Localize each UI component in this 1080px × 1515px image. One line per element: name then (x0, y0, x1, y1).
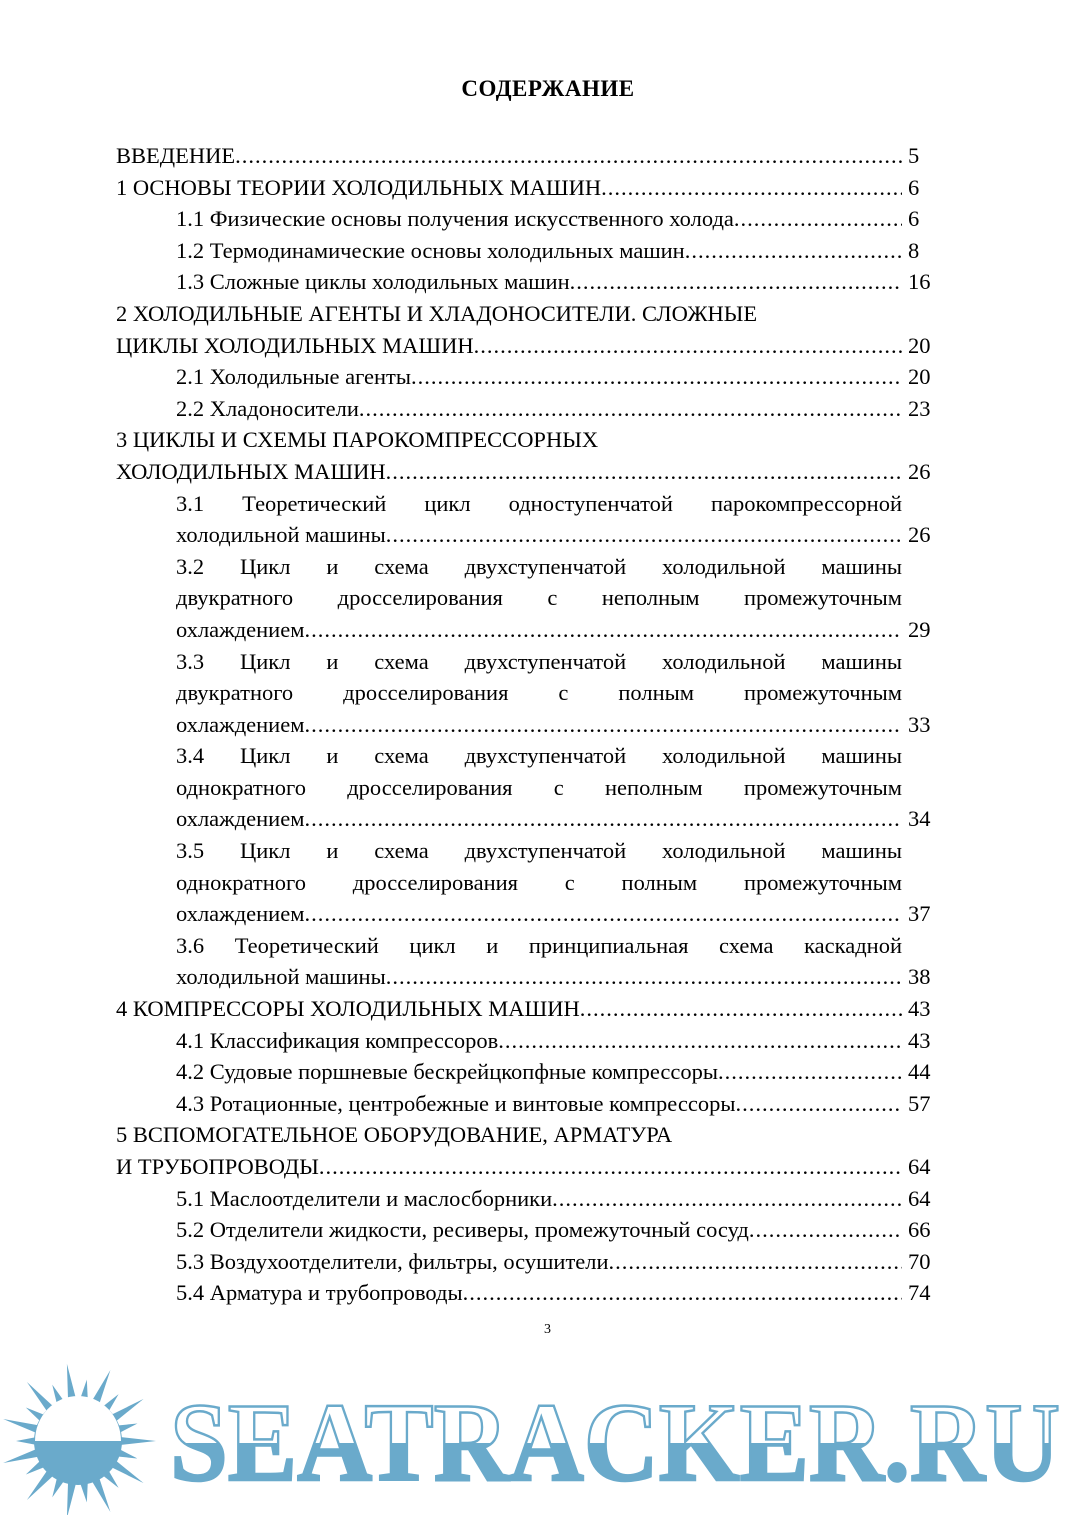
toc-entry-title: охлаждением (176, 616, 305, 642)
toc-page-number: 26 (908, 458, 931, 484)
toc-page-number: 66 (908, 1217, 931, 1243)
toc-entry-line: 3 ЦИКЛЫ И СХЕМЫ ПАРОКОМПРЕССОРНЫХ (116, 427, 599, 453)
toc-page-number: 43 (908, 996, 931, 1022)
toc-entry-title: 4.3 Ротационные, центробежные и винтовые компрессоры (176, 1090, 736, 1116)
dot-leader (474, 330, 902, 362)
toc-entry[interactable] (116, 1119, 948, 1182)
toc-page-number: 5 (908, 143, 920, 168)
toc-entry-title: 1.1 Физические основы получения искусственного холода (176, 206, 734, 232)
toc-entry-line (116, 330, 902, 362)
toc-entry[interactable] (116, 1183, 948, 1215)
sun-ray (118, 1437, 156, 1446)
toc-page-number: 6 (908, 206, 920, 232)
toc-entry[interactable] (116, 361, 948, 393)
dot-leader (359, 393, 902, 425)
toc-page-number: 20 (908, 364, 931, 390)
toc-entry-title: И ТРУБОПРОВОДЫ (116, 1154, 319, 1179)
dot-leader (718, 1056, 902, 1088)
toc-entry-title: ХОЛОДИЛЬНЫХ МАШИН (116, 458, 386, 484)
toc-page-number: 64 (908, 1185, 931, 1211)
toc-page-number: 37 (908, 901, 931, 927)
dot-leader (319, 1151, 902, 1183)
toc-entry[interactable] (116, 172, 948, 204)
toc-entry[interactable] (116, 930, 948, 993)
toc-entry-line: 3.2 Цикл и схема двухступенчатой холодильной машины (176, 553, 902, 579)
toc-entry-title: охлаждением (176, 806, 305, 832)
toc-entry-line (116, 993, 902, 1025)
toc-entry-line (176, 614, 902, 646)
toc-entry-line (176, 898, 902, 930)
toc-page-number: 26 (908, 522, 931, 548)
toc-entry-line (176, 709, 902, 741)
toc-entry[interactable] (116, 1056, 948, 1088)
toc-entry-line (176, 803, 902, 835)
toc-page-number: 8 (908, 237, 920, 263)
toc-entry-title: холодильной машины (176, 522, 386, 548)
dot-leader (609, 1246, 902, 1278)
toc-entry[interactable] (116, 298, 948, 361)
toc-entry-title: 2.1 Холодильные агенты (176, 364, 412, 390)
dot-leader (749, 1214, 902, 1246)
toc-entry[interactable] (116, 1025, 948, 1057)
sun-icon (3, 1364, 156, 1515)
toc-entry-line (176, 1183, 902, 1215)
toc-entry-line (176, 1056, 902, 1088)
toc-entry[interactable] (116, 140, 948, 172)
toc-entry[interactable] (116, 1277, 948, 1309)
toc-entry[interactable] (116, 235, 948, 267)
toc-entry-line (176, 961, 902, 993)
dot-leader (580, 993, 902, 1025)
toc-page-number: 20 (908, 332, 931, 358)
toc-entry-line (116, 172, 902, 204)
dot-leader (498, 1025, 902, 1057)
toc-entry-title: 4 КОМПРЕССОРЫ ХОЛОДИЛЬНЫХ МАШИН (116, 996, 580, 1022)
toc-entry[interactable] (116, 993, 948, 1025)
toc-entry-line (176, 1025, 902, 1057)
page-number: 3 (544, 1322, 551, 1337)
dot-leader (304, 898, 902, 930)
toc-entry[interactable] (116, 740, 948, 835)
toc-entry-line: 2 ХОЛОДИЛЬНЫЕ АГЕНТЫ И ХЛАДОНОСИТЕЛИ. СЛОЖНЫЕ (116, 300, 758, 326)
dot-leader (601, 172, 902, 204)
toc-entry-title: охлаждением (176, 901, 305, 927)
toc-page-number: 70 (908, 1248, 931, 1274)
toc-page-number: 74 (908, 1280, 931, 1306)
toc-entry-title: 1.2 Термодинамические основы холодильных машин (176, 237, 685, 263)
toc-entry-line: однократного дросселирования с полным промежуточным (176, 869, 902, 895)
toc-entry-line (176, 203, 902, 235)
toc-page-number: 16 (908, 269, 931, 295)
toc-entry-line: 3.3 Цикл и схема двухступенчатой холодильной машины (176, 648, 902, 674)
toc-entry-title: 5.3 Воздухоотделители, фильтры, осушители (176, 1248, 609, 1274)
toc-entry[interactable] (116, 1214, 948, 1246)
dot-leader (552, 1183, 902, 1215)
toc-entry-line: 3.6 Теоретический цикл и принципиальная схема каскадной (176, 932, 902, 958)
toc-entry-title: 5.4 Арматура и трубопроводы (176, 1280, 463, 1306)
toc-entry-line: 3.5 Цикл и схема двухступенчатой холодильной машины (176, 838, 902, 864)
toc-entry-line (176, 1214, 902, 1246)
toc-entry[interactable] (116, 488, 948, 551)
toc-entry-title: ЦИКЛЫ ХОЛОДИЛЬНЫХ МАШИН (116, 332, 474, 358)
toc-entry-line: двукратного дросселирования с полным промежуточным (176, 680, 902, 706)
dot-leader (735, 1088, 902, 1120)
toc-page-number: 6 (908, 174, 920, 200)
dot-leader (570, 266, 902, 298)
toc-page-number: 38 (908, 964, 931, 990)
toc-entry-line (116, 456, 902, 488)
seatracker-watermark-logo (0, 1355, 1080, 1515)
toc-entry-line: 3.1 Теоретический цикл одноступенчатой парокомпрессорной (176, 490, 902, 516)
toc-entry-line: двукратного дросселирования с неполным промежуточным (176, 585, 902, 611)
toc-entry[interactable] (116, 266, 948, 298)
toc-entry[interactable] (116, 424, 948, 487)
toc-page-number: 23 (908, 395, 931, 421)
dot-leader (304, 803, 902, 835)
toc-entry-line: 3.4 Цикл и схема двухступенчатой холодильной машины (176, 743, 902, 769)
toc-entry-title: 2.2 Хладоносители (176, 395, 359, 421)
toc-entry-line (116, 1151, 902, 1183)
dot-leader (411, 361, 902, 393)
toc-entry[interactable] (116, 1088, 948, 1120)
dot-leader (463, 1277, 902, 1309)
page-title: СОДЕРЖАНИЕ (461, 76, 635, 101)
toc-entry-line: однократного дросселирования с неполным промежуточным (176, 774, 902, 800)
toc-entry-title: ВВЕДЕНИЕ (116, 143, 236, 168)
toc-entry-title: 4.2 Судовые поршневые бескрейцкопфные компрессоры (176, 1059, 718, 1085)
toc-entry-line (176, 361, 902, 393)
toc-entry-line (176, 1277, 902, 1309)
toc-entry-line (176, 1088, 902, 1120)
toc-entry-title: холодильной машины (176, 964, 386, 990)
toc-entry-title: охлаждением (176, 711, 305, 737)
toc-entry-line: 5 ВСПОМОГАТЕЛЬНОЕ ОБОРУДОВАНИЕ, АРМАТУРА (116, 1122, 673, 1148)
dot-leader (304, 709, 902, 741)
toc-entry[interactable] (116, 835, 948, 930)
toc-entry-title: 1.3 Сложные циклы холодильных машин (176, 269, 570, 295)
toc-page-number: 33 (908, 711, 931, 737)
toc-entry[interactable] (116, 551, 948, 646)
dot-leader (386, 456, 902, 488)
toc-entry[interactable] (116, 646, 948, 741)
toc-page-number: 29 (908, 616, 931, 642)
toc-page-number: 64 (908, 1154, 931, 1179)
watermark-text: SEATRACKER.RU (170, 1381, 1060, 1505)
toc-entry-line (176, 1246, 902, 1278)
toc-page-number: 57 (908, 1090, 931, 1116)
dot-leader (304, 614, 902, 646)
toc-page-number: 43 (908, 1027, 931, 1053)
toc-entry-line (176, 393, 902, 425)
dot-leader (685, 235, 902, 267)
toc-entry-line (176, 266, 902, 298)
dot-leader (386, 519, 902, 551)
toc-entry[interactable] (116, 1246, 948, 1278)
toc-entry[interactable] (116, 393, 948, 425)
dot-leader (734, 203, 902, 235)
toc-entry-title: 5.1 Маслоотделители и маслосборники (176, 1185, 553, 1211)
dot-leader (235, 140, 902, 172)
toc-entry-title: 5.2 Отделители жидкости, ресиверы, промежуточный сосуд (176, 1217, 749, 1243)
toc-entry-title: 1 ОСНОВЫ ТЕОРИИ ХОЛОДИЛЬНЫХ МАШИН (116, 174, 602, 200)
toc-page-number: 34 (908, 806, 931, 832)
table-of-contents (116, 140, 948, 1309)
dot-leader (386, 961, 902, 993)
toc-entry-line (176, 235, 902, 267)
toc-entry-line (116, 140, 902, 172)
sun-ray (67, 1480, 77, 1515)
toc-entry-line (176, 519, 902, 551)
toc-entry[interactable] (116, 203, 948, 235)
toc-entry-title: 4.1 Классификация компрессоров (176, 1027, 499, 1053)
toc-page-number: 44 (908, 1059, 931, 1085)
